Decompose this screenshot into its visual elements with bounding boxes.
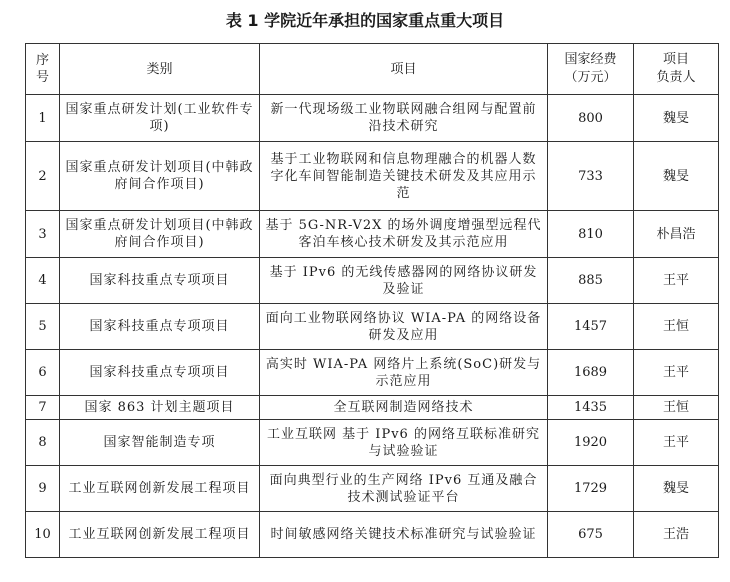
- cell-no: 6: [26, 350, 60, 396]
- cell-no: 1: [26, 95, 60, 142]
- cell-leader: 魏旻: [634, 95, 719, 142]
- cell-funding: 800: [548, 95, 634, 142]
- table-row: [26, 95, 719, 142]
- cell-category: 工业互联网创新发展工程项目: [60, 466, 260, 512]
- header-leader: [634, 44, 719, 95]
- cell-funding: 675: [548, 512, 634, 558]
- cell-funding: 733: [548, 142, 634, 211]
- cell-project: 面向典型行业的生产网络 IPv6 互通及融合技术测试验证平台: [260, 466, 548, 512]
- cell-leader: 王平: [634, 350, 719, 396]
- table-row: [26, 512, 719, 558]
- table-row: [26, 258, 719, 304]
- cell-funding: 1729: [548, 466, 634, 512]
- header-funding-line1: 国家经费: [564, 52, 617, 67]
- table-header-row: [26, 44, 719, 95]
- cell-project: 时间敏感网络关键技术标准研究与试验验证: [260, 512, 548, 558]
- header-funding-line2: （万元）: [564, 70, 617, 85]
- cell-category: 国家科技重点专项项目: [60, 304, 260, 350]
- cell-leader: 王恒: [634, 396, 719, 420]
- cell-project: 高实时 WIA-PA 网络片上系统(SoC)研发与示范应用: [260, 350, 548, 396]
- cell-category: 国家 863 计划主题项目: [60, 396, 260, 420]
- cell-no: 3: [26, 211, 60, 258]
- table-caption: 表 1 学院近年承担的国家重点重大项目: [225, 11, 505, 30]
- cell-no: 10: [26, 512, 60, 558]
- header-leader-line1: 项目: [662, 52, 689, 67]
- cell-no: 4: [26, 258, 60, 304]
- cell-project: 面向工业物联网络协议 WIA-PA 的网络设备研发及应用: [260, 304, 548, 350]
- table-row: [26, 466, 719, 512]
- table-row: [26, 211, 719, 258]
- header-project: 项目: [260, 44, 548, 95]
- cell-category: 国家重点研发计划项目(中韩政府间合作项目): [60, 211, 260, 258]
- cell-leader: 朴昌浩: [634, 211, 719, 258]
- cell-category: 国家科技重点专项项目: [60, 350, 260, 396]
- table-row: [26, 304, 719, 350]
- cell-no: 5: [26, 304, 60, 350]
- cell-category: 国家智能制造专项: [60, 420, 260, 466]
- cell-leader: 王浩: [634, 512, 719, 558]
- cell-project: 全互联网制造网络技术: [260, 396, 548, 420]
- cell-no: 7: [26, 396, 60, 420]
- table-row: [26, 420, 719, 466]
- cell-funding: 1920: [548, 420, 634, 466]
- projects-table: [25, 43, 719, 558]
- cell-category: 国家重点研发计划项目(中韩政府间合作项目): [60, 142, 260, 211]
- header-funding: [548, 44, 634, 95]
- cell-leader: 王平: [634, 420, 719, 466]
- header-leader-line2: 负责人: [656, 70, 696, 85]
- cell-funding: 1689: [548, 350, 634, 396]
- cell-leader: 魏旻: [634, 466, 719, 512]
- cell-category: 国家重点研发计划(工业软件专项): [60, 95, 260, 142]
- cell-leader: 魏旻: [634, 142, 719, 211]
- cell-project: 基于 IPv6 的无线传感器网的网络协议研发及验证: [260, 258, 548, 304]
- cell-no: 9: [26, 466, 60, 512]
- cell-project: 新一代现场级工业物联网融合组网与配置前沿技术研究: [260, 95, 548, 142]
- cell-no: 2: [26, 142, 60, 211]
- cell-leader: 王恒: [634, 304, 719, 350]
- header-no: 序号: [26, 44, 60, 95]
- cell-no: 8: [26, 420, 60, 466]
- cell-project: 基于工业物联网和信息物理融合的机器人数字化车间智能制造关键技术研发及其应用示范: [260, 142, 548, 211]
- cell-category: 国家科技重点专项项目: [60, 258, 260, 304]
- table-row: [26, 142, 719, 211]
- header-category: 类别: [60, 44, 260, 95]
- cell-project: 基于 5G-NR-V2X 的场外调度增强型远程代客泊车核心技术研发及其示范应用: [260, 211, 548, 258]
- cell-funding: 885: [548, 258, 634, 304]
- table-row: [26, 350, 719, 396]
- table-row: [26, 396, 719, 420]
- cell-leader: 王平: [634, 258, 719, 304]
- cell-funding: 810: [548, 211, 634, 258]
- cell-project: 工业互联网 基于 IPv6 的网络互联标准研究与试验验证: [260, 420, 548, 466]
- cell-category: 工业互联网创新发展工程项目: [60, 512, 260, 558]
- cell-funding: 1435: [548, 396, 634, 420]
- cell-funding: 1457: [548, 304, 634, 350]
